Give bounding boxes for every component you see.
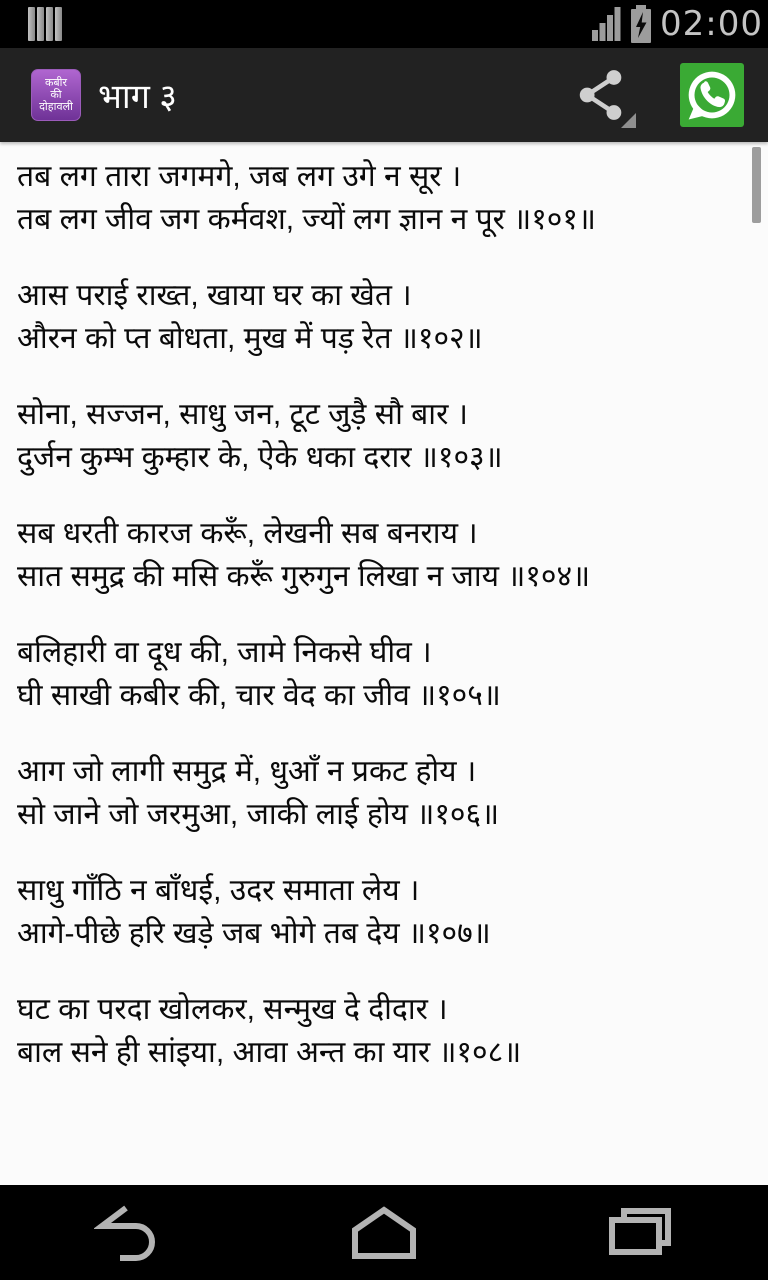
doha-108: घट का परदा खोलकर, सन्मुख दे दीदार । बाल सने ही सांइया, आवा अन्त का यार ॥१०८॥ <box>17 993 522 1069</box>
whatsapp-button[interactable] <box>680 63 744 127</box>
doha-106: आग जो लागी समुद्र में, धुआँ न प्रकट होय । सो जाने जो जरमुआ, जाकी लाई होय ॥१०६॥ <box>17 755 500 831</box>
signal-strength-icon <box>592 7 622 41</box>
battery-charging-icon <box>629 5 653 43</box>
action-bar <box>0 48 768 142</box>
doha-104: सब धरती कारज करूँ, लेखनी सब बनराय । सात समुद्र की मसि करूँ गुरुगुन लिखा न जाय ॥१०४॥ <box>17 517 591 593</box>
app-icon-line: कबीर <box>44 77 68 89</box>
sim-bars-icon <box>28 7 62 41</box>
status-right-cluster <box>592 0 763 48</box>
app-icon-line: की <box>50 89 62 101</box>
doha-102: आस पराई राख्त, खाया घर का खेत । औरन को प्त बोधता, मुख में पड़ रेत ॥१०२॥ <box>17 279 483 355</box>
status-bar <box>0 0 768 48</box>
recents-icon <box>608 1207 672 1259</box>
app-icon-line: दोहावली <box>39 101 73 113</box>
app-icon[interactable] <box>31 69 81 121</box>
page-title: भाग ३ <box>98 78 177 116</box>
back-button[interactable] <box>0 1185 256 1280</box>
doha-list[interactable] <box>0 142 768 1185</box>
whatsapp-icon <box>684 67 740 123</box>
doha-101: तब लग तारा जगमगे, जब लग उगे न सूर । तब लग जीव जग कर्मवश, ज्यों लग ज्ञान न पूर ॥१०१॥ <box>17 160 596 236</box>
share-icon <box>577 69 625 121</box>
recents-button[interactable] <box>512 1185 768 1280</box>
back-icon <box>94 1204 162 1262</box>
share-button[interactable] <box>562 48 640 142</box>
home-icon <box>351 1206 417 1260</box>
doha-107: साधु गाँठि न बाँधई, उदर समाता लेय । आगे-पीछे हरि खड़े जब भोगे तब देय ॥१०७॥ <box>17 874 491 950</box>
navigation-bar <box>0 1185 768 1280</box>
doha-103: सोना, सज्जन, साधु जन, टूट जुड़ै सौ बार । दुर्जन कुम्भ कुम्हार के, ऐके धका दरार ॥१०३॥ <box>17 398 503 474</box>
doha-105: बलिहारी वा दूध की, जामे निकसे घीव । घी साखी कबीर की, चार वेद का जीव ॥१०५॥ <box>17 636 501 712</box>
home-button[interactable] <box>256 1185 512 1280</box>
status-time: 02:00 <box>660 4 763 44</box>
dropdown-corner-icon <box>621 113 636 128</box>
scrollbar-thumb[interactable] <box>752 147 761 223</box>
